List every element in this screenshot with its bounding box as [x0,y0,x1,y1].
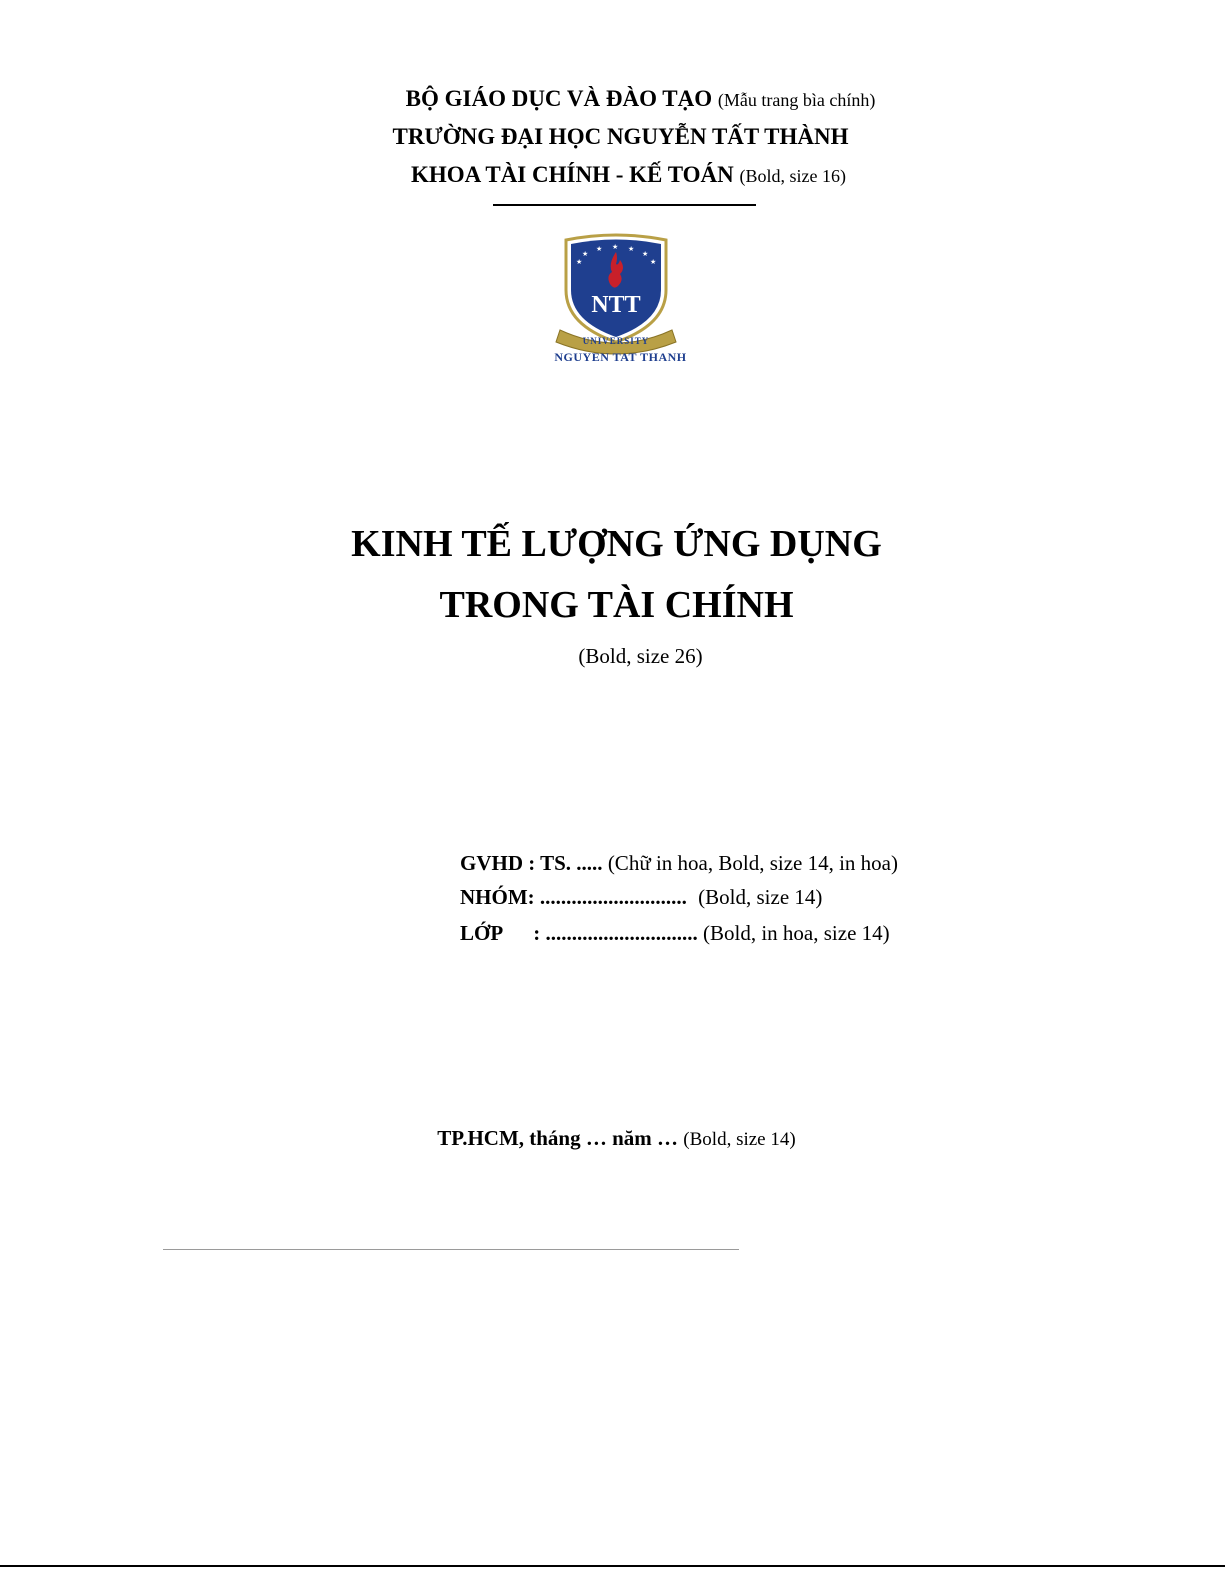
group-label: NHÓM: [460,885,535,909]
ministry-line [0,86,1225,112]
class-colon: : [533,921,541,945]
faculty-name: KHOA TÀI CHÍNH - KẾ TOÁN [411,162,734,187]
svg-text:★: ★ [628,245,635,253]
place-date: TP.HCM, tháng … năm … [437,1126,679,1150]
page-bottom-edge [0,1565,1225,1567]
logo-ribbon-text: UNIVERSITY [582,336,650,346]
group-note: (Bold, size 14) [698,885,823,909]
document-title-line1: KINH TẾ LƯỢNG ỨNG DỤNG [351,523,882,565]
svg-text:★: ★ [596,245,603,253]
logo-caption: NGUYEN TAT THANH [554,350,687,364]
title-note: (Bold, size 26) [578,644,703,668]
place-date-line [0,1126,1225,1151]
class-note: (Bold, in hoa, size 14) [703,921,890,945]
advisor-label: GVHD : TS. ..... [460,851,603,875]
svg-text:★: ★ [582,250,589,258]
place-date-note: (Bold, size 14) [683,1129,796,1150]
group-row [460,885,822,910]
document-title-line2: TRONG TÀI CHÍNH [439,584,794,626]
class-dots: ............................. [545,921,698,945]
faculty-note: (Bold, size 16) [739,166,846,186]
ministry-note: (Mẫu trang bìa chính) [717,90,876,110]
group-dots: ............................ [539,885,687,909]
svg-text:★: ★ [642,250,649,258]
svg-text:★: ★ [650,258,657,266]
logo-monogram: NTT [591,292,641,318]
page-divider [163,1249,739,1250]
faculty-line [0,162,1225,188]
svg-text:★: ★ [612,243,619,251]
class-label: LỚP [460,921,504,945]
university-name: TRƯỜNG ĐẠI HỌC NGUYỄN TẤT THÀNH [392,124,849,149]
advisor-note: (Chữ in hoa, Bold, size 14, in hoa) [607,851,898,875]
header-underline [493,204,756,206]
ministry-name: BỘ GIÁO DỤC VÀ ĐÀO TẠO [405,86,713,111]
advisor-row [460,851,898,876]
class-row [460,921,890,946]
svg-text:★: ★ [576,258,583,266]
ntt-shield-icon [538,230,694,370]
university-logo [538,230,694,370]
